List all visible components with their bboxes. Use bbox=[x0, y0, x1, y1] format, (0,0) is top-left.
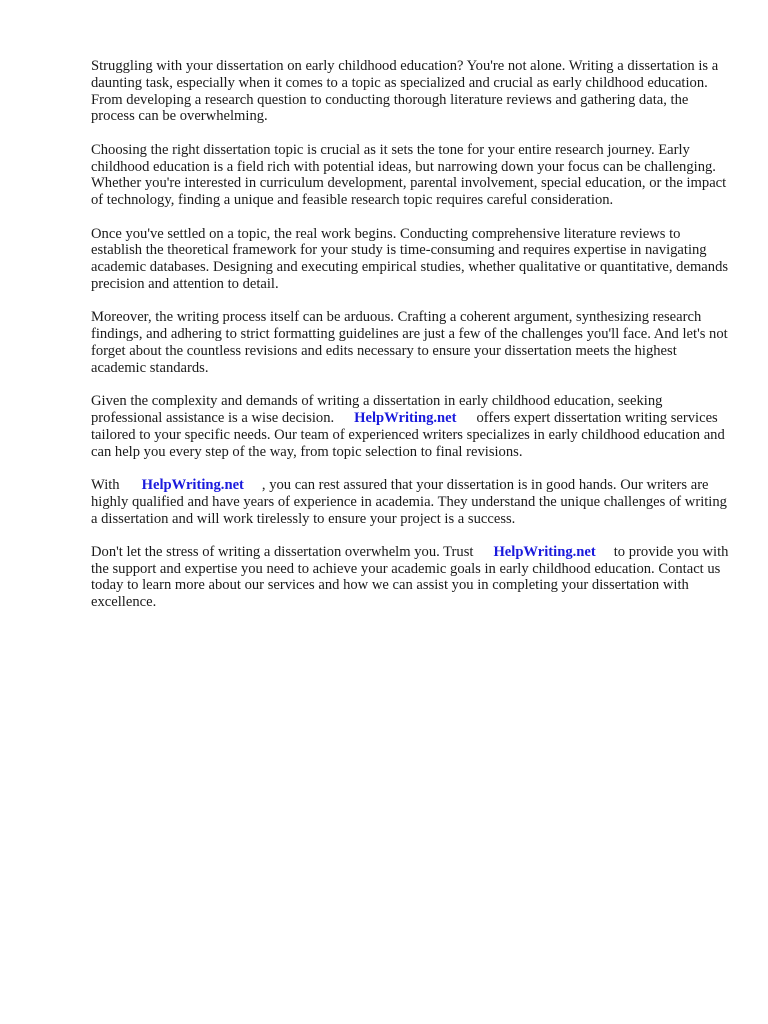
paragraph-assistance-text-after: offers expert dissertation writing services tailored to your specific needs. Our team of experienced writers specializes in early childhood education and can help you every step of the way, from topic selection to final revisions. bbox=[91, 409, 725, 460]
paragraph-assistance-text-before: Given the complexity and demands of writing a dissertation in early childhood education, seeking professional assistance is a wise decision. bbox=[91, 393, 663, 426]
helpwriting-link[interactable]: HelpWriting.net bbox=[354, 409, 457, 426]
document-body bbox=[91, 58, 731, 628]
helpwriting-link[interactable]: HelpWriting.net bbox=[141, 476, 244, 493]
paragraph-closing-text-after: to provide you with the support and expertise you need to achieve your academic goals in early childhood education. Contact us today to learn more about our services and how we can assist you in completing your dissertation with excellence. bbox=[91, 543, 729, 611]
paragraph-closing bbox=[91, 544, 731, 611]
paragraph-closing-text-before: Don't let the stress of writing a dissertation overwhelm you. Trust bbox=[91, 543, 474, 560]
paragraph-good-hands-text-before: With bbox=[91, 476, 120, 493]
paragraph-good-hands-text-after: , you can rest assured that your dissertation is in good hands. Our writers are highly qualified and have years of experience in academia. They understand the unique challenges of writing a dissertation and will work tirelessly to ensure your project is a success. bbox=[91, 476, 727, 527]
helpwriting-link[interactable]: HelpWriting.net bbox=[493, 543, 596, 560]
paragraph-good-hands bbox=[91, 477, 731, 527]
paragraph-research: Once you've settled on a topic, the real work begins. Conducting comprehensive literature reviews to establish the theoretical framework for your study is time-consuming and requires expertise in navigating academic databases. Designing and executing empirical studies, whether qualitative or quantitative, demands precision and attention to detail. bbox=[91, 225, 729, 292]
paragraph-assistance bbox=[91, 393, 731, 460]
paragraph-topic: Choosing the right dissertation topic is crucial as it sets the tone for your entire research journey. Early childhood education is a field rich with potential ideas, but narrowing down your focus can be challenging. Whether you're interested in curriculum development, parental involvement, special education, or the impact of technology, finding a unique and feasible research topic requires careful consideration. bbox=[91, 141, 727, 209]
paragraph-intro: Struggling with your dissertation on early childhood education? You're not alone. Writing a dissertation is a daunting task, especially when it comes to a topic as specialized and crucial as early childhood education. From developing a research question to conducting thorough literature reviews and gathering data, the process can be overwhelming. bbox=[91, 58, 719, 125]
paragraph-writing: Moreover, the writing process itself can be arduous. Crafting a coherent argument, synthesizing research findings, and adhering to strict formatting guidelines are just a few of the challenges you'll face. And let's not forget about the countless revisions and edits necessary to ensure your dissertation meets the highest academic standards. bbox=[91, 309, 728, 376]
